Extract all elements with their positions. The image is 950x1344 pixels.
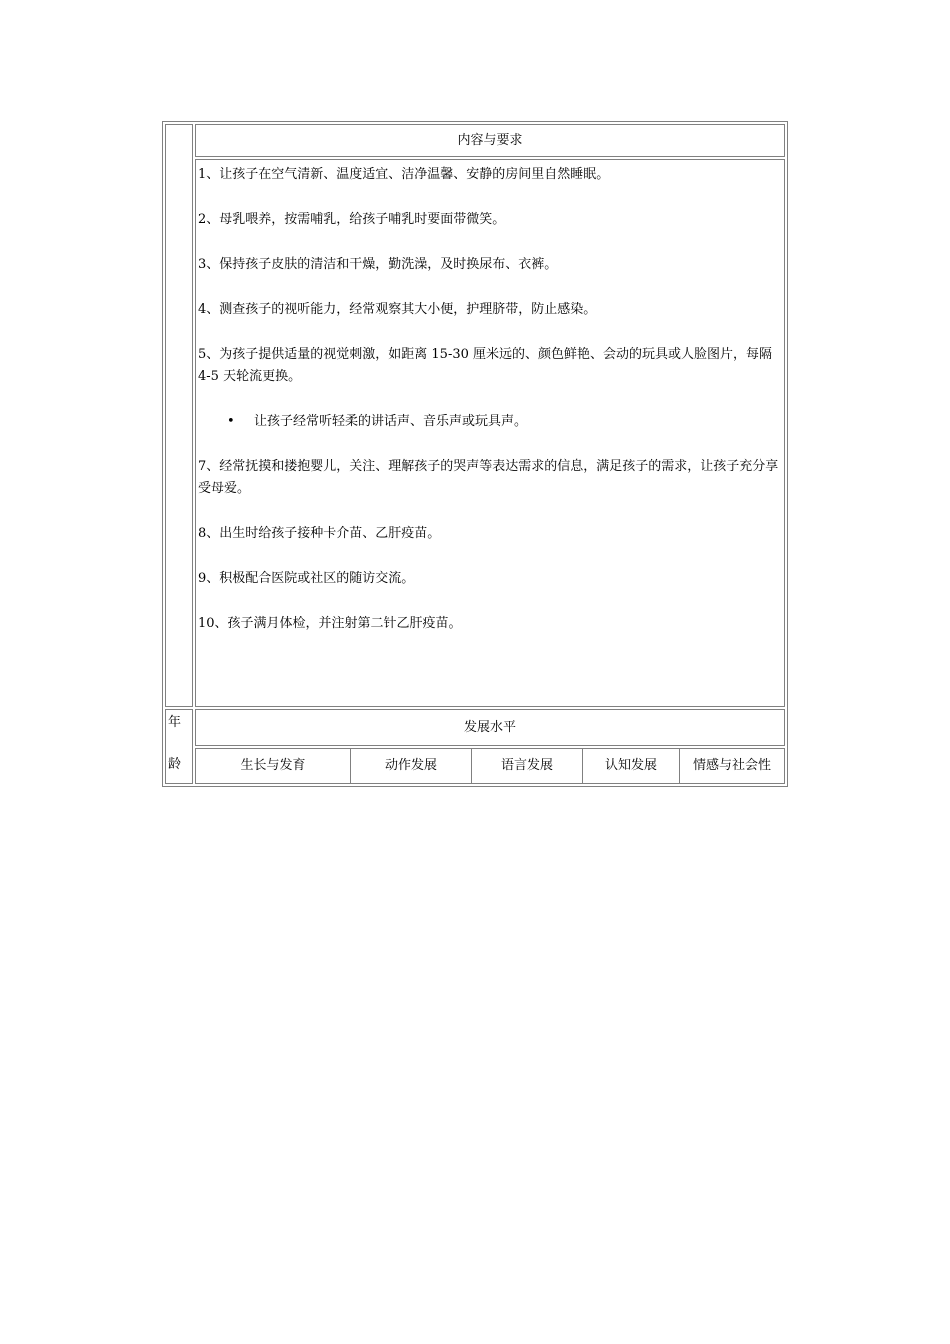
list-item: 2、母乳喂养，按需哺乳，给孩子哺乳时要面带微笑。 (198, 212, 506, 227)
column-growth: 生长与发育 (195, 748, 351, 784)
column-motor: 动作发展 (351, 748, 472, 784)
age-label-bottom: 龄 (168, 757, 182, 772)
list-item: 1、让孩子在空气清新、温度适宜、洁净温馨、安静的房间里自然睡眠。 (198, 167, 610, 182)
bullet-item-text: 让孩子经常听轻柔的讲话声、音乐声或玩具声。 (254, 414, 528, 429)
list-item: 8、出生时给孩子接种卡介苗、乙肝疫苗。 (198, 526, 441, 541)
left-blank-cell (165, 124, 193, 707)
bullet-icon: • (227, 414, 235, 429)
bullet-list-item (227, 411, 784, 433)
list-item: 10、孩子满月体检，并注射第二针乙肝疫苗。 (198, 616, 462, 631)
age-label-top: 年 (168, 715, 182, 730)
column-cognitive: 认知发展 (583, 748, 680, 784)
list-item: 5、为孩子提供适量的视觉刺激，如距离 15-30 厘米远的、颜色鲜艳、会动的玩具或人脸图片，每隔 4-5 天轮流更换。 (198, 347, 773, 384)
development-level-header: 发展水平 (195, 709, 785, 746)
content-body (195, 159, 785, 707)
development-columns-table (195, 748, 785, 784)
list-item: 3、保持孩子皮肤的清洁和干燥，勤洗澡，及时换尿布、衣裤。 (198, 257, 558, 272)
list-item: 7、经常抚摸和搂抱婴儿，关注、理解孩子的哭声等表达需求的信息，满足孩子的需求，让孩子充分享受母爱。 (198, 459, 779, 496)
bullet-list (198, 411, 784, 433)
column-social-emotional: 情感与社会性 (680, 748, 785, 784)
column-language: 语言发展 (472, 748, 583, 784)
list-item: 9、积极配合医院或社区的随访交流。 (198, 571, 415, 586)
development-columns-wrapper (195, 748, 785, 784)
content-table (162, 121, 788, 787)
content-header: 内容与要求 (195, 124, 785, 157)
list-item: 4、测查孩子的视听能力，经常观察其大小便，护理脐带，防止感染。 (198, 302, 597, 317)
age-label-cell (165, 709, 193, 784)
